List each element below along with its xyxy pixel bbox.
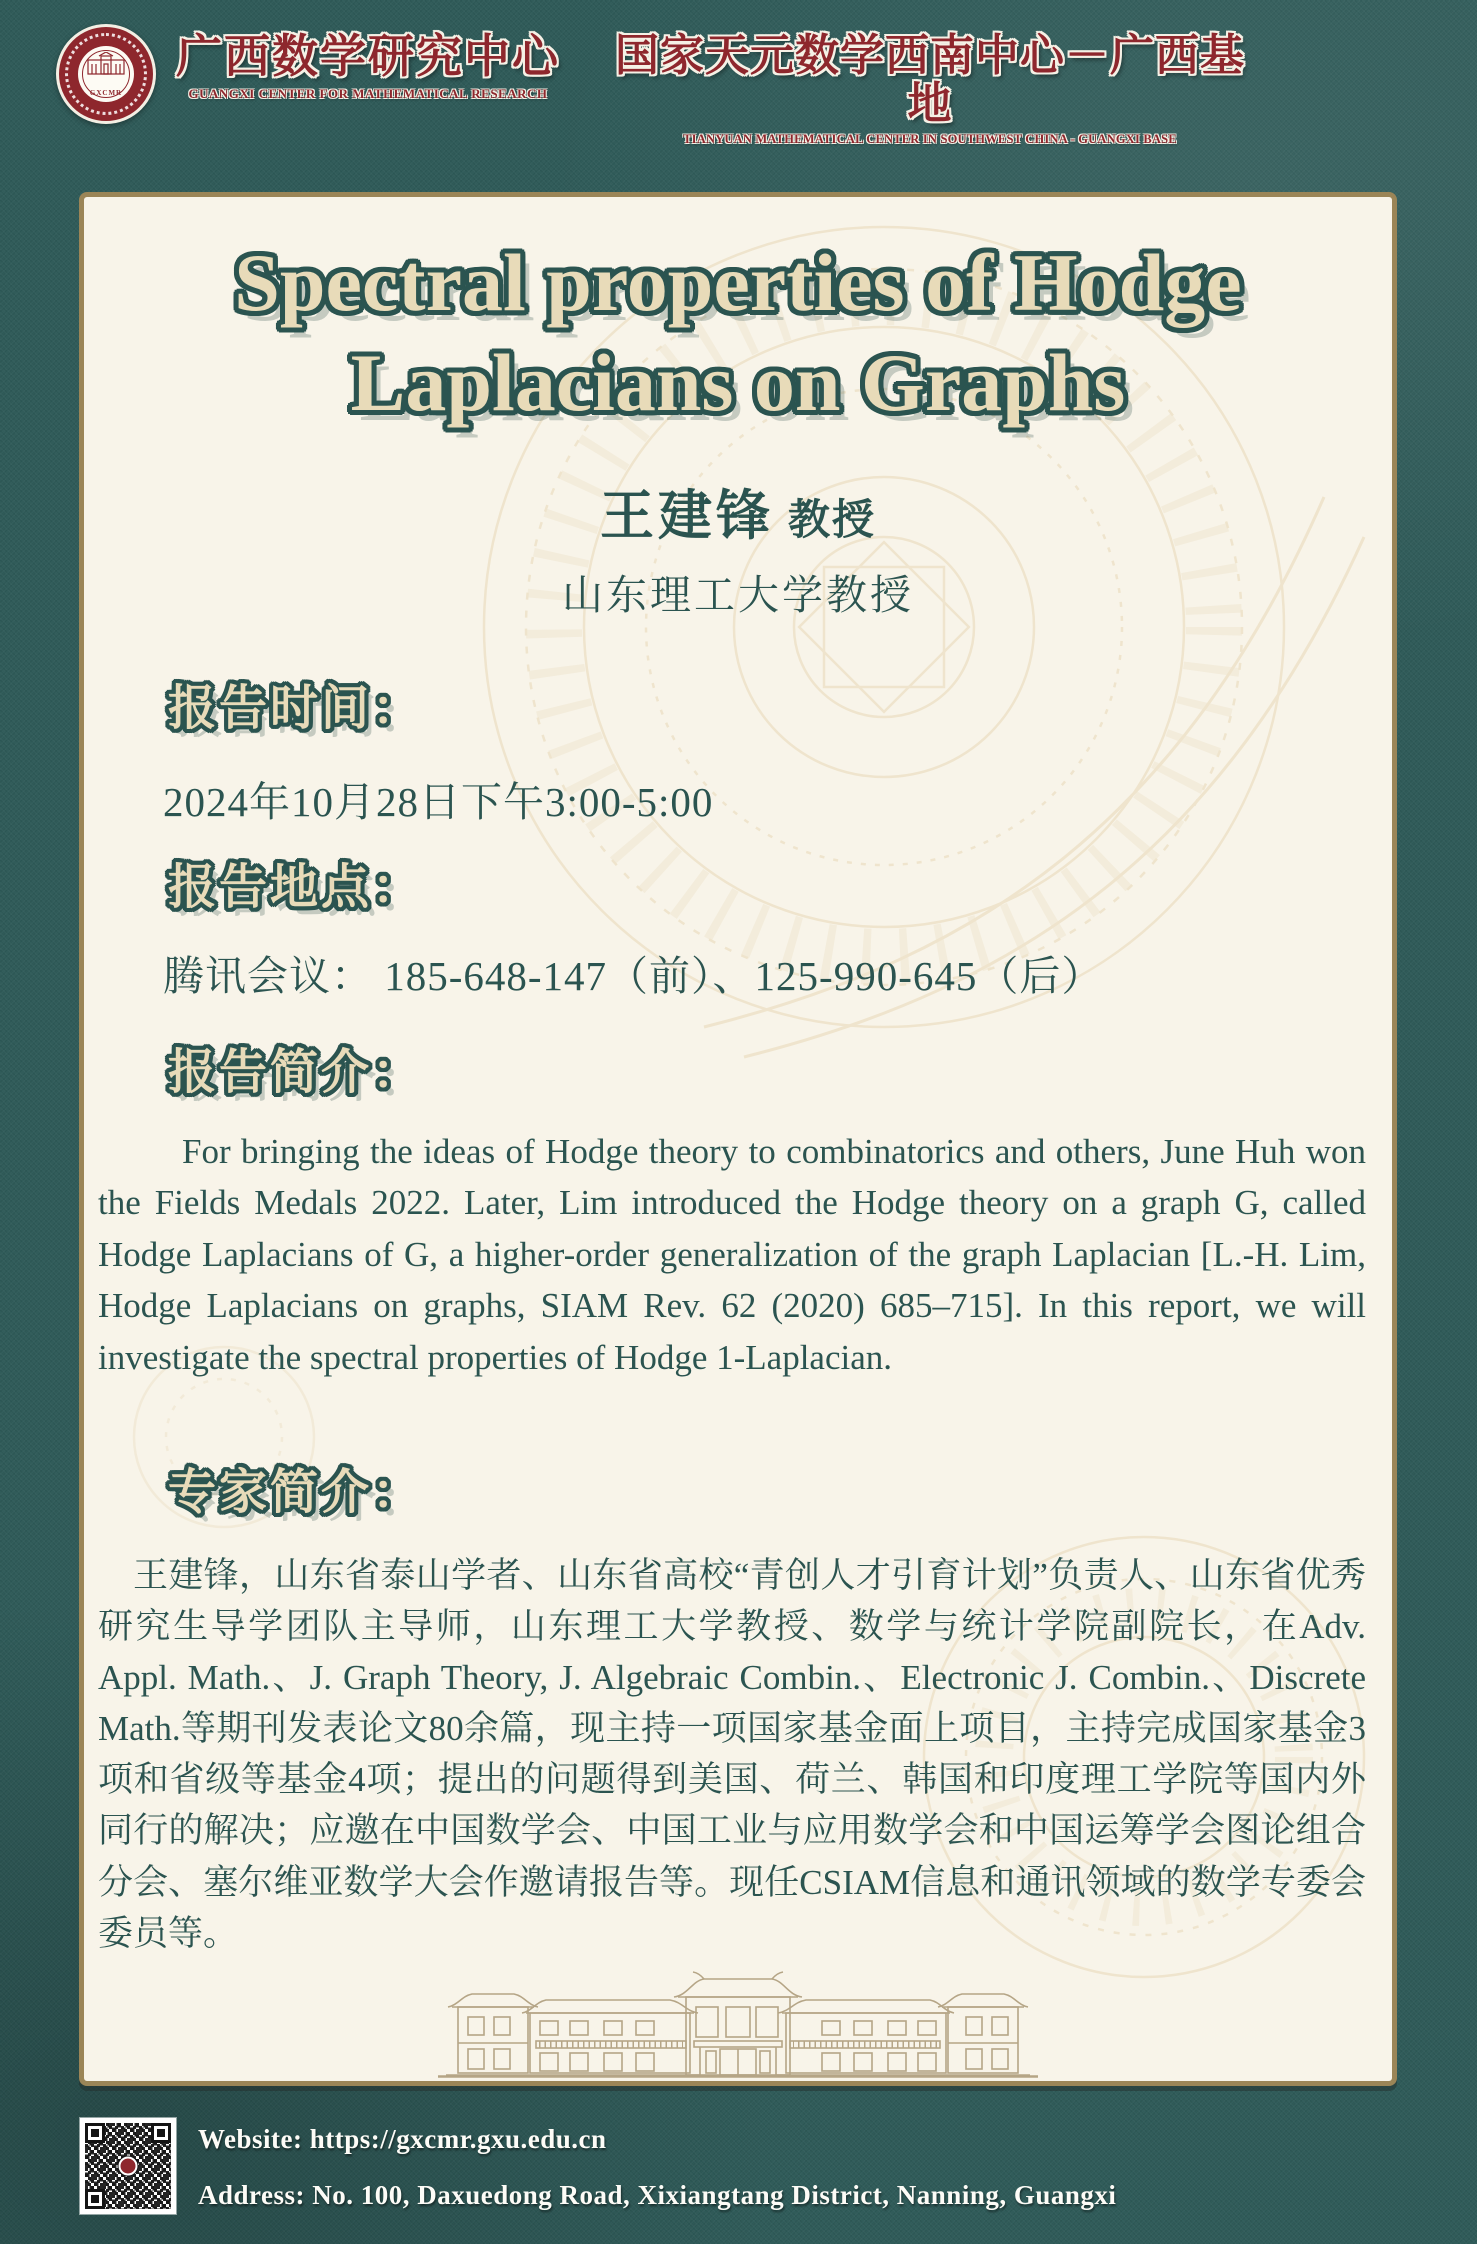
section-heading-bio: 专家简介： xyxy=(168,1466,424,1519)
qr-center-logo xyxy=(119,2157,138,2176)
org-right-name-zh: 国家天元数学西南中心－广西基地 xyxy=(615,31,1245,129)
org-right xyxy=(600,32,1260,147)
time-value: 2024年10月28日下午3:00-5:00 xyxy=(163,779,714,825)
venue-value: 腾讯会议： 185-648-147（前）、125-990-645（后） xyxy=(163,953,1104,999)
qr-finder-top-right xyxy=(151,2123,171,2143)
poster-title xyxy=(84,233,1392,433)
poster-title-line2: Laplacians on Graphs xyxy=(350,337,1126,429)
qr-code xyxy=(80,2118,176,2214)
qr-finder-top-left xyxy=(85,2123,105,2143)
seal-building-icon xyxy=(86,52,126,78)
section-heading-time: 报告时间： xyxy=(168,682,424,735)
header-band xyxy=(0,0,1477,146)
address-text: Address: No. 100, Daxuedong Road, Xixiangtang District, Nanning, Guangxi xyxy=(198,2180,1117,2210)
website-text: Website: https://gxcmr.gxu.edu.cn xyxy=(198,2124,607,2154)
qr-finder-bottom-left xyxy=(85,2189,105,2209)
speaker-name: 王建锋 xyxy=(599,486,774,546)
qr-code-pattern xyxy=(85,2123,171,2209)
building-illustration xyxy=(438,1955,1038,2079)
speaker-name-line xyxy=(84,473,1392,550)
org-left-name-en: GUANGXI CENTER FOR MATHEMATICAL RESEARCH xyxy=(188,85,548,101)
org-right-name-en: TIANYUAN MATHEMATICAL CENTER IN SOUTHWEST CHINA - GUANGXI BASE xyxy=(683,131,1177,146)
speaker-affiliation: 山东理工大学教授 xyxy=(562,572,914,618)
bio-text: 王建锋，山东省泰山学者、山东省高校“青创人才引育计划”负责人、山东省优秀研究生导学团队主导师，山东理工大学教授、数学与统计学院副院长，在Adv. Appl. Math.、J. Graph Theory, J. Algebraic Combin.、Electronic J. Combin.、Discrete Math.等期刊发表论文80余篇，现主持一项国家基金面上项目，主持完成国家基金3项和省级等基金4项；提出的问题得到美国、荷兰、韩国和印度理工学院等国内外同行的解决；应邀在中国数学会、中国工业与应用数学会和中国运筹学会图论组合分会、塞尔维亚数学大会作邀请报告等。现任CSIAM信息和通讯领域的数学专委会委员等。 xyxy=(98,1556,1366,1953)
section-heading-venue: 报告地点： xyxy=(168,861,424,914)
org-left xyxy=(168,32,568,102)
gxcmr-seal-logo xyxy=(56,24,156,124)
abstract-text: For bringing the ideas of Hodge theory to combinatorics and others, June Huh won the Fields Medals 2022. Later, Lim introduced the Hodge theory on a graph G, called Hodge Laplacians of G, a higher-order generalization of the graph Laplacian [L.-H. Lim, Hodge Laplacians on graphs, SIAM Rev. 62 (2020) 685–715]. In this report, we will investigate the spectral properties of Hodge 1-Laplacian. xyxy=(98,1132,1366,1377)
poster-title-line1: Spectral properties of Hodge xyxy=(234,237,1242,328)
speaker-block xyxy=(84,473,1392,621)
section-heading-abstract: 报告简介： xyxy=(168,1046,424,1099)
speaker-honorific: 教授 xyxy=(787,498,876,544)
poster-panel xyxy=(79,192,1397,2086)
org-left-name-zh: 广西数学研究中心 xyxy=(176,31,560,82)
seal-abbreviation: GXCMR xyxy=(89,89,123,97)
